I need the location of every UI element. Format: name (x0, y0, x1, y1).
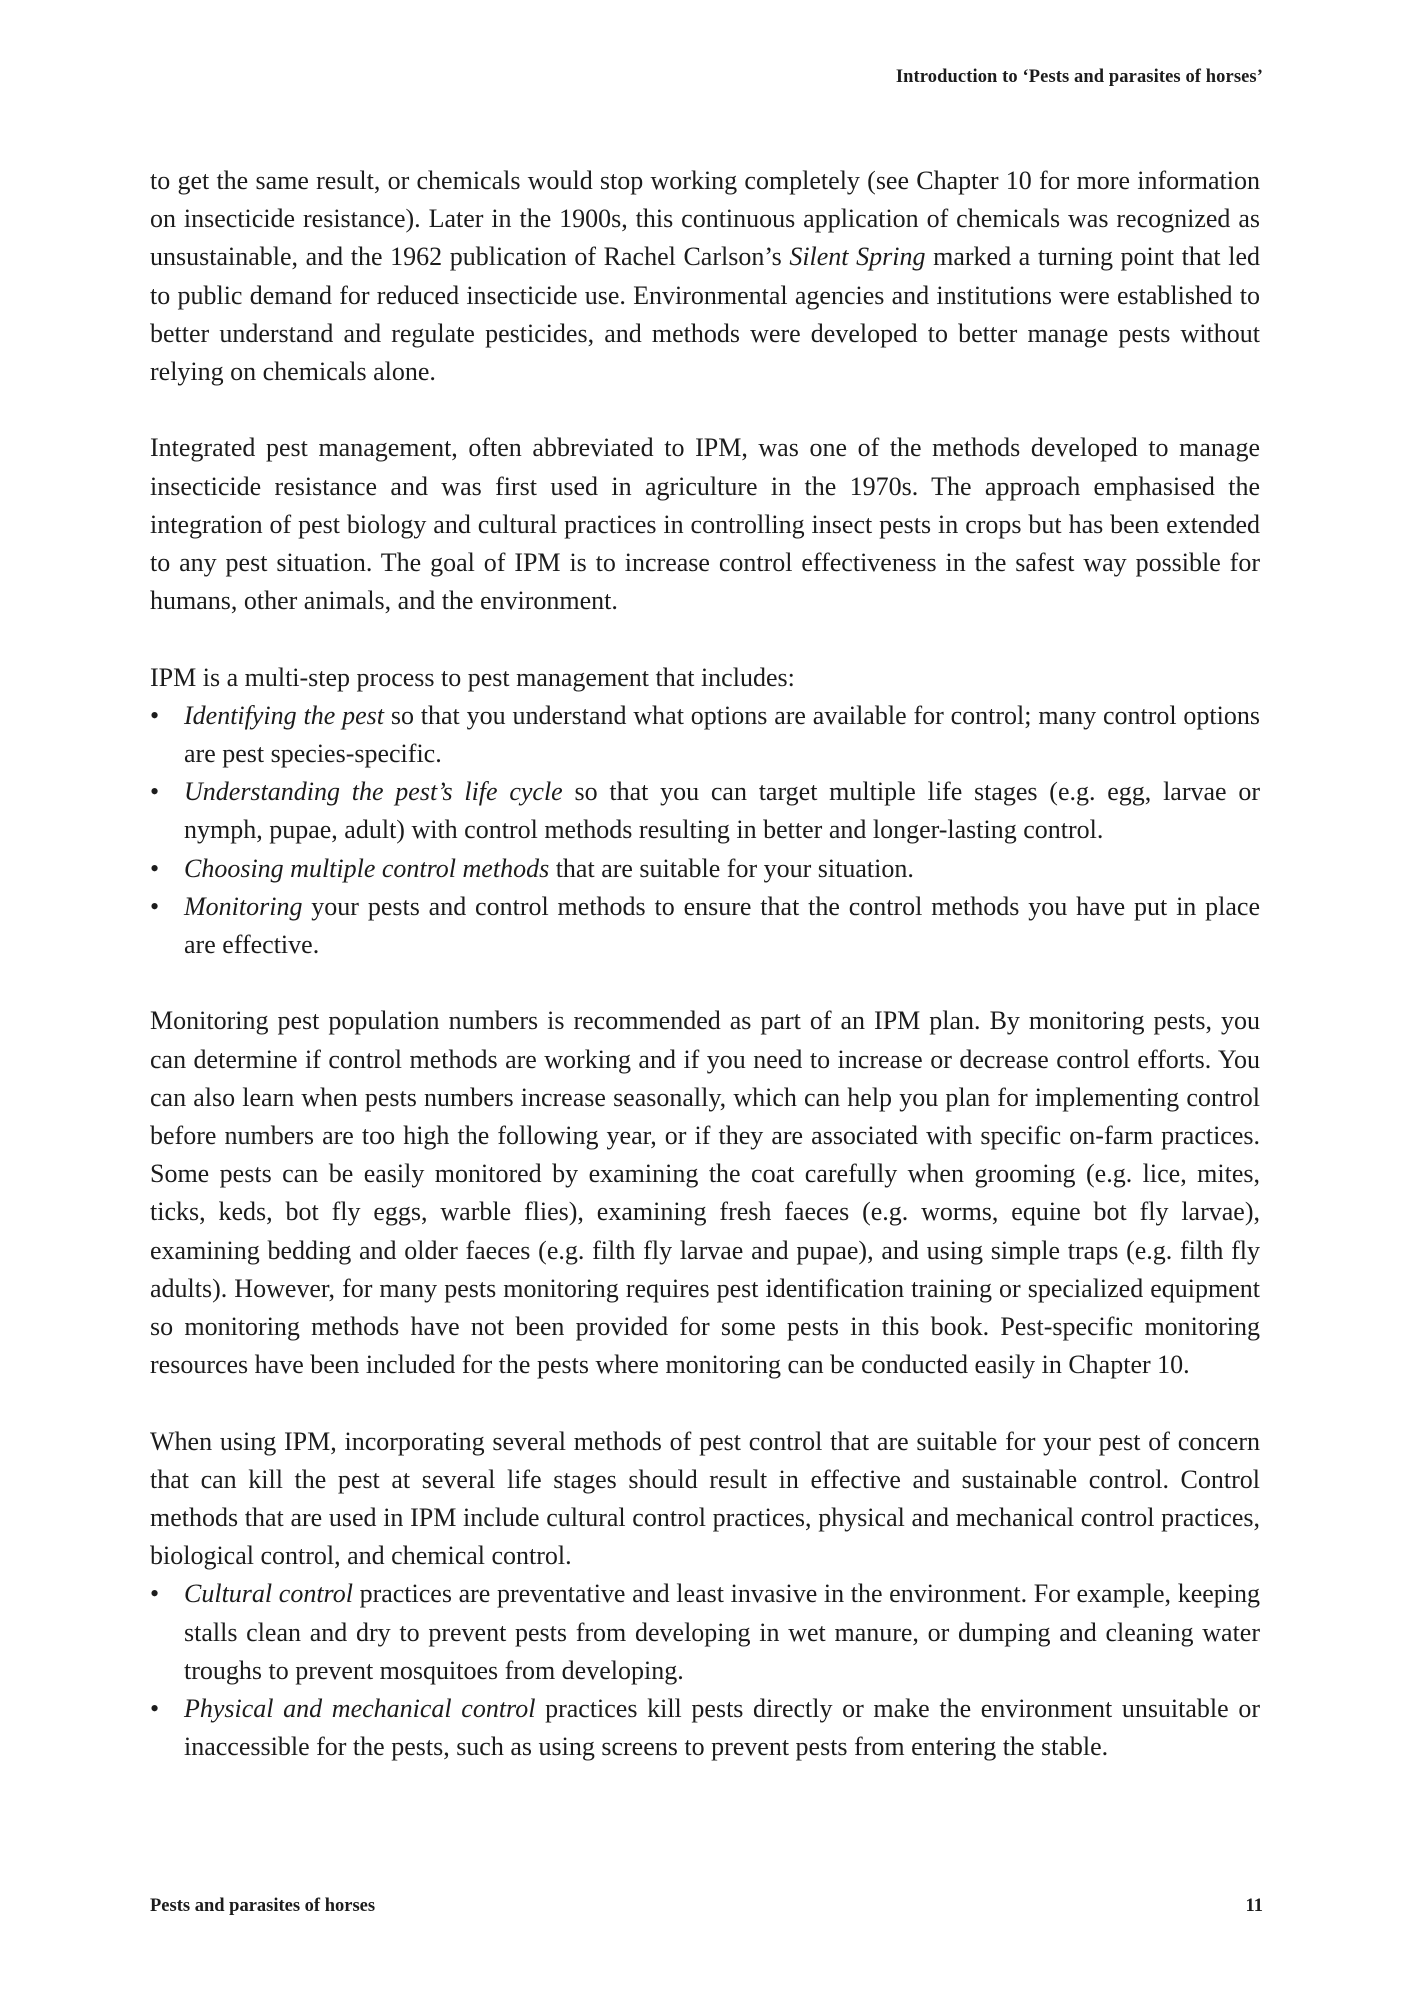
page-number: 11 (1245, 1896, 1263, 1916)
bullet-icon: • (150, 700, 160, 730)
book-title-silent-spring: Silent Spring (789, 242, 926, 272)
ipm-steps-list (150, 697, 1260, 964)
list-item: • Choosing multiple control methods that are suitable for your situation. (150, 850, 1260, 888)
paragraph-monitoring: Monitoring pest population numbers is recommended as part of an IPM plan. By monitoring pests, you can determine if control methods are working and if you need to increase or decrease control efforts. You can also learn when pests numbers increase seasonally, which can help you plan for implementing control before numbers are too high the following year, or if they are associated with specific on-farm practices. Some pests can be easily monitored by examining the coat carefully when grooming (e.g. lice, mites, ticks, keds, bot fly eggs, warble flies), examining fresh faeces (e.g. worms, equine bot fly larvae), examining bedding and older faeces (e.g. filth fly larvae and pupae), and using simple traps (e.g. filth fly adults). However, for many pests monitoring requires pest identification training or specialized equipment so monitoring methods have not been provided for some pests in this book. Pest-specific monitoring resources have been included for the pests where monitoring can be conducted easily in Chapter 10. (150, 1006, 1260, 1380)
paragraph-control-methods: When using IPM, incorporating several methods of pest control that are suitable for your pest of concern that can kill the pest at several life stages should result in effective and sustainable control. Control methods that are used in IPM include cultural control practices, physical and mechanical control practices, biological control, and chemical control. (150, 1426, 1260, 1571)
bullet-icon: • (150, 891, 160, 921)
bullet-icon: • (150, 853, 160, 883)
paragraph-ipm-definition: Integrated pest management, often abbreviated to IPM, was one of the methods developed to manage insecticide resistance and was first used in agriculture in the 1970s. The approach emphasised the integration of pest biology and cultural practices in controlling insect pests in crops but has been extended to any pest situation. The goal of IPM is to increase control effectiveness in the safest way possible for humans, other animals, and the environment. (150, 433, 1260, 616)
list-item: • Cultural control practices are preventative and least invasive in the environment. For example, keeping stalls clean and dry to prevent pests from developing in wet manure, or dumping and cleaning water troughs to prevent mosquitoes from developing. (150, 1575, 1260, 1690)
paragraph-resistance-history: to get the same result, or chemicals would stop working completely (see Chapter 10 for more information on insecticide resistance). Later in the 1900s, this continuous application of chemicals was recognized as unsustainable, and the 1962 publication of Rachel Carlson’s Silent Spring marked a turning point that led to public demand for reduced insecticide use. Environmental agencies and institutions were established to better understand and regulate pesticides, and methods were developed to better manage pests without relying on chemicals alone. (150, 166, 1260, 387)
bullet-icon: • (150, 1579, 160, 1609)
list-item: • Identifying the pest so that you understand what options are available for control; many control options are pest species-specific. (150, 697, 1260, 773)
paragraph-ipm-steps-intro: IPM is a multi-step process to pest management that includes: (150, 662, 795, 692)
running-head: Introduction to ‘Pests and parasites of horses’ (895, 67, 1263, 87)
footer-book-title: Pests and parasites of horses (150, 1896, 376, 1916)
list-item: • Understanding the pest’s life cycle so that you can target multiple life stages (e.g. egg, larvae or nymph, pupae, adult) with control methods resulting in better and longer-lasting control. (150, 773, 1260, 849)
list-item: • Monitoring your pests and control methods to ensure that the control methods you have put in place are effective. (150, 888, 1260, 964)
bullet-icon: • (150, 777, 160, 807)
control-methods-list (150, 1575, 1260, 1766)
body-text (150, 162, 1260, 1766)
list-item: • Physical and mechanical control practices kill pests directly or make the environment unsuitable or inaccessible for the pests, such as using screens to prevent pests from entering the stable. (150, 1690, 1260, 1766)
bullet-icon: • (150, 1694, 160, 1724)
